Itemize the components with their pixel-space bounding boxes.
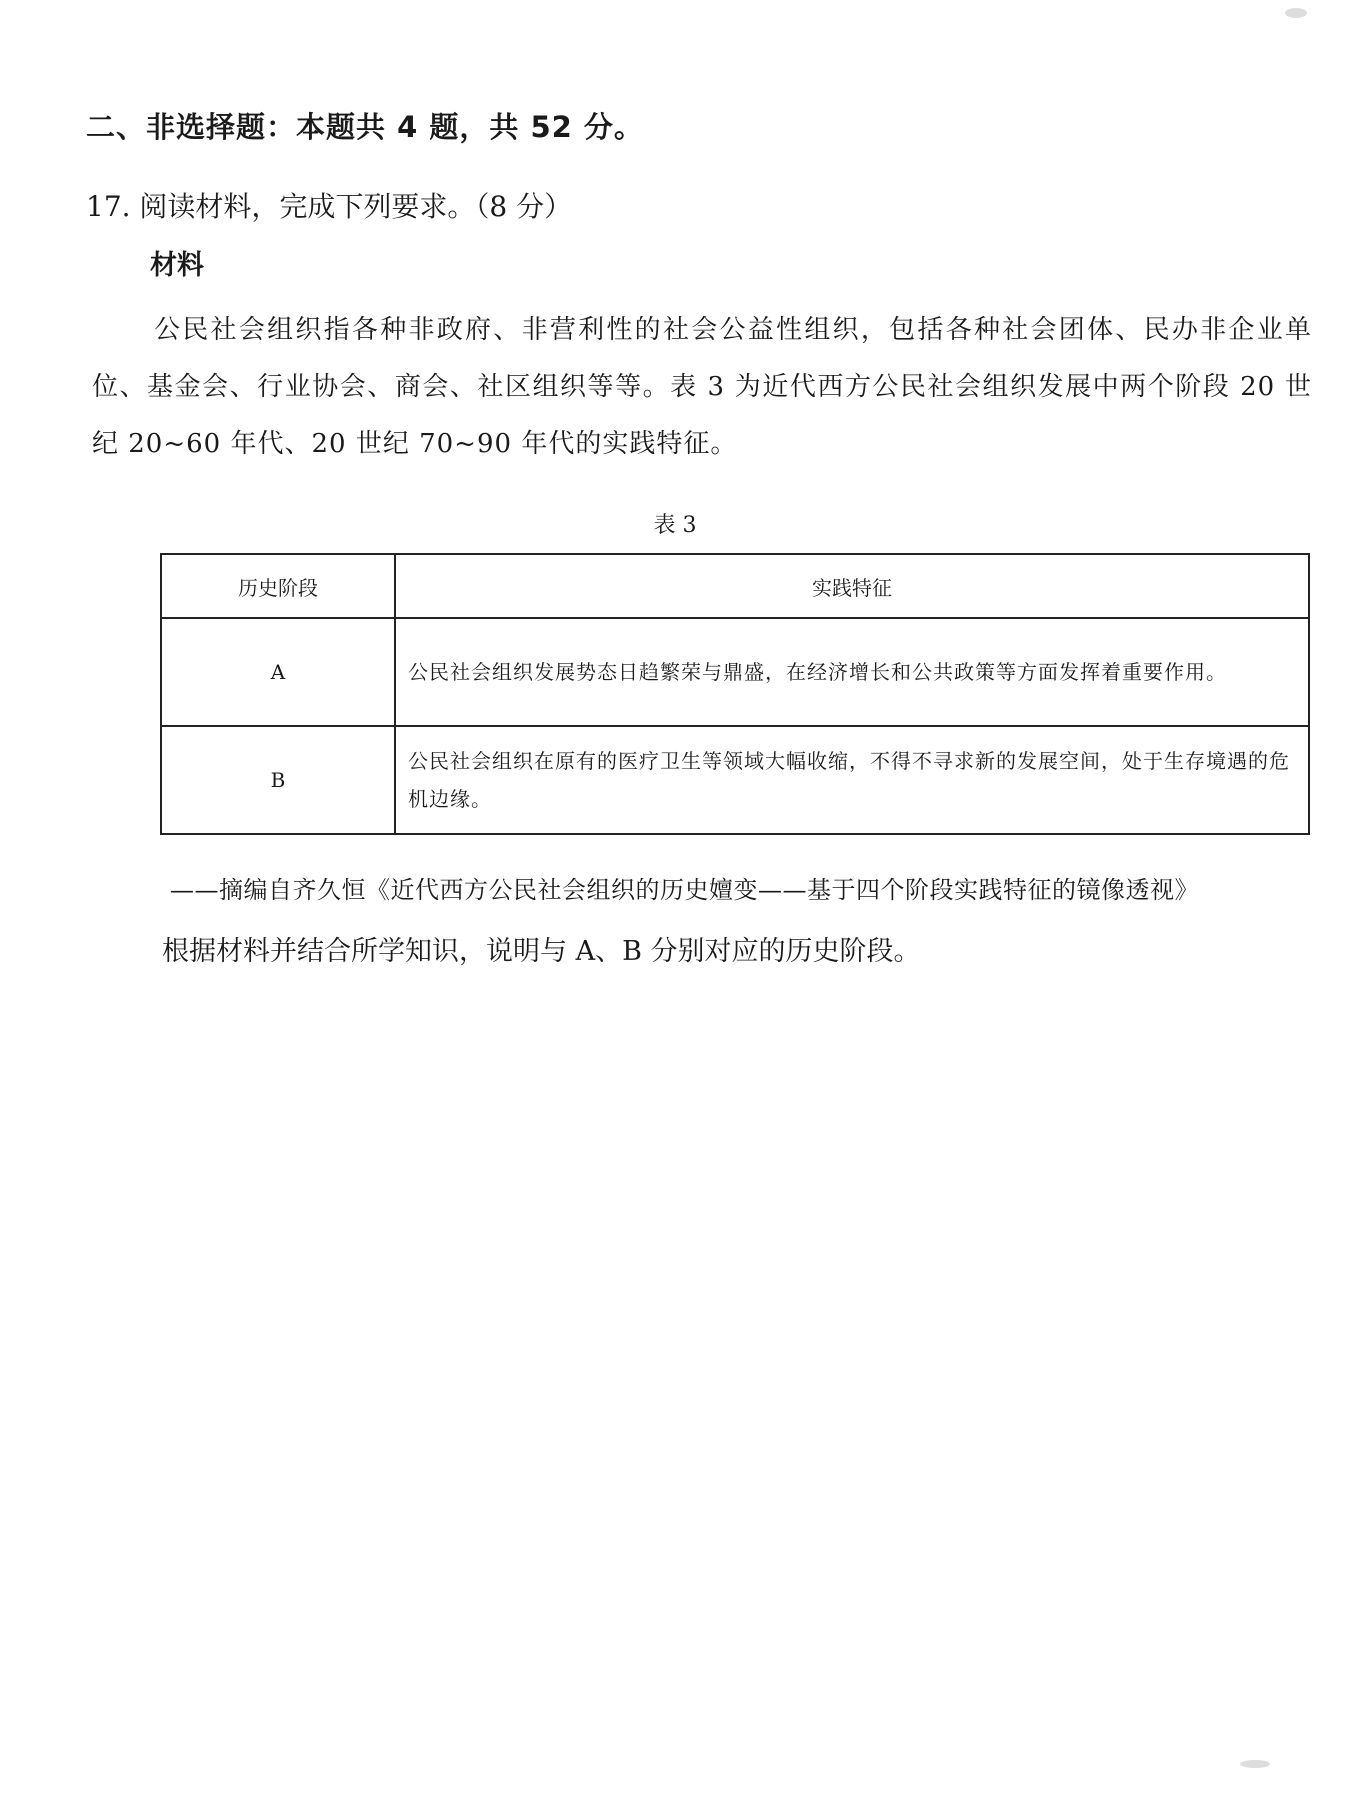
feature-cell-b: 公民社会组织在原有的医疗卫生等领域大幅收缩，不得不寻求新的发展空间，处于生存境遇的危机边缘。 (395, 726, 1309, 834)
section-title: 二、非选择题：本题共 4 题，共 52 分。 (86, 110, 644, 144)
header-stage: 历史阶段 (161, 554, 395, 618)
material-paragraph: 公民社会组织指各种非政府、非营利性的社会公益性组织，包括各种社会团体、民办非企业单位、基金会、行业协会、商会、社区组织等等。表 3 为近代西方公民社会组织发展中两个阶段 20 世纪 20~60 年代、20 世纪 70~90 年代的实践特征。 (92, 315, 1312, 459)
question-instruction: 根据材料并结合所学知识，说明与 A、B 分别对应的历史阶段。 (162, 936, 921, 967)
practice-features-table (160, 553, 1310, 835)
scan-artifact (1240, 1760, 1270, 1768)
header-feature: 实践特征 (395, 554, 1309, 618)
table-caption: 表 3 (653, 513, 697, 538)
table-row (161, 618, 1309, 726)
question-prompt: 17. 阅读材料，完成下列要求。（8 分） (86, 190, 573, 223)
stage-cell-b: B (161, 726, 395, 834)
feature-cell-a: 公民社会组织发展势态日趋繁荣与鼎盛，在经济增长和公共政策等方面发挥着重要作用。 (395, 618, 1309, 726)
stage-cell-a: A (161, 618, 395, 726)
scan-artifact (1285, 8, 1307, 18)
source-citation: ——摘编自齐久恒《近代西方公民社会组织的历史嬗变——基于四个阶段实践特征的镜像透视》 (170, 876, 1199, 904)
table-row (161, 726, 1309, 834)
table-header-row (161, 554, 1309, 618)
material-label: 材料 (150, 250, 204, 281)
